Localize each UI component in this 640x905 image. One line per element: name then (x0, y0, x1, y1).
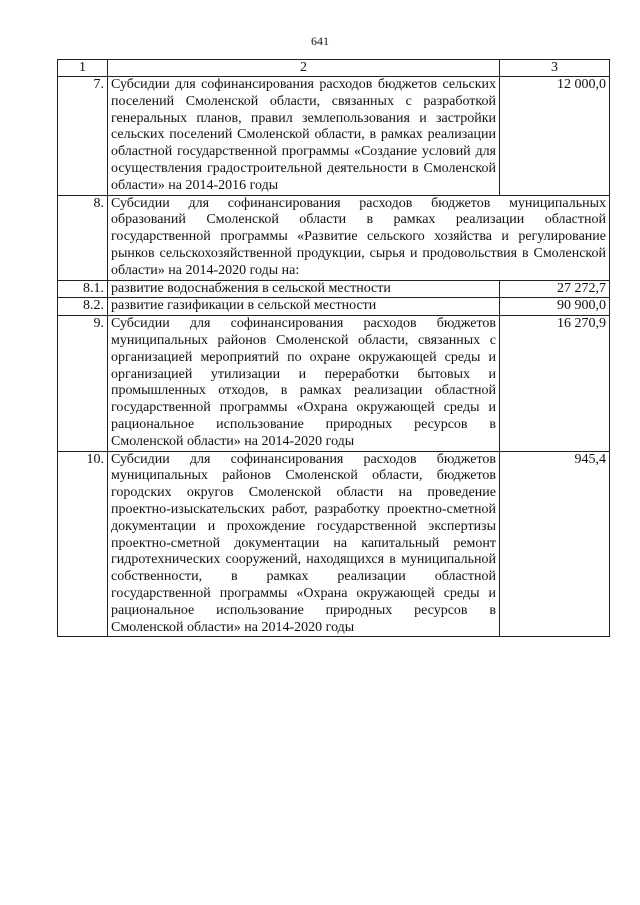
row-number: 8.2. (58, 298, 108, 316)
table-row (58, 298, 610, 316)
row-number: 9. (58, 316, 108, 451)
row-amount: 27 272,7 (500, 280, 610, 298)
row-amount: 12 000,0 (500, 77, 610, 196)
subsidy-table (57, 59, 610, 637)
row-amount: 16 270,9 (500, 316, 610, 451)
table-row (58, 280, 610, 298)
row-description: развитие газификации в сельской местности (108, 298, 500, 316)
row-number: 7. (58, 77, 108, 196)
table-header-row (58, 60, 610, 77)
table-row (58, 316, 610, 451)
table-row (58, 77, 610, 196)
column-header-number: 1 (58, 60, 108, 77)
column-header-amount: 3 (500, 60, 610, 77)
page-number: 641 (311, 34, 329, 48)
column-header-description: 2 (108, 60, 500, 77)
row-number: 8. (58, 195, 108, 280)
table-row (58, 195, 610, 280)
row-description: Субсидии для софинансирования расходов бюджетов муниципальных районов Смоленской области, бюджетов городских округов Смоленской области на проведение проектно-изыскательских работ, разработку проектно-сметной документации и прохождение государственной экспертизы проектно-сметной документации на капитальный ремонт гидротехнических сооружений, находящихся в муниципальной собственности, в рамках реализации областной государственной программы «Охрана окружающей среды и рациональное использование природных ресурсов в Смоленской области» на 2014-2020 годы (108, 451, 500, 637)
row-description: Субсидии для софинансирования расходов бюджетов сельских поселений Смоленской области, связанных с разработкой генеральных планов, правил землепользования и застройки сельских поселений Смоленской области, в рамках реализации областной государственной программы «Создание условий для осуществления градостроительной деятельности в Смоленской области» на 2014-2016 годы (108, 77, 500, 196)
row-description: Субсидии для софинансирования расходов бюджетов муниципальных образований Смоленской области в рамках реализации областной государственной программы «Развитие сельского хозяйства и регулирование рынков сельскохозяйственной продукции, сырья и продовольствия в Смоленской области» на 2014-2020 годы на: (108, 195, 610, 280)
row-amount: 90 900,0 (500, 298, 610, 316)
row-number: 10. (58, 451, 108, 637)
row-description: развитие водоснабжения в сельской местности (108, 280, 500, 298)
row-number: 8.1. (58, 280, 108, 298)
row-amount: 945,4 (500, 451, 610, 637)
row-description: Субсидии для софинансирования расходов бюджетов муниципальных районов Смоленской области, связанных с организацией мероприятий по охране окружающей среды и организацией утилизации и переработки бытовых и промышленных отходов, в рамках реализации областной государственной программы «Охрана окружающей среды и рациональное использование природных ресурсов в Смоленской области» на 2014-2020 годы (108, 316, 500, 451)
table-row (58, 451, 610, 637)
